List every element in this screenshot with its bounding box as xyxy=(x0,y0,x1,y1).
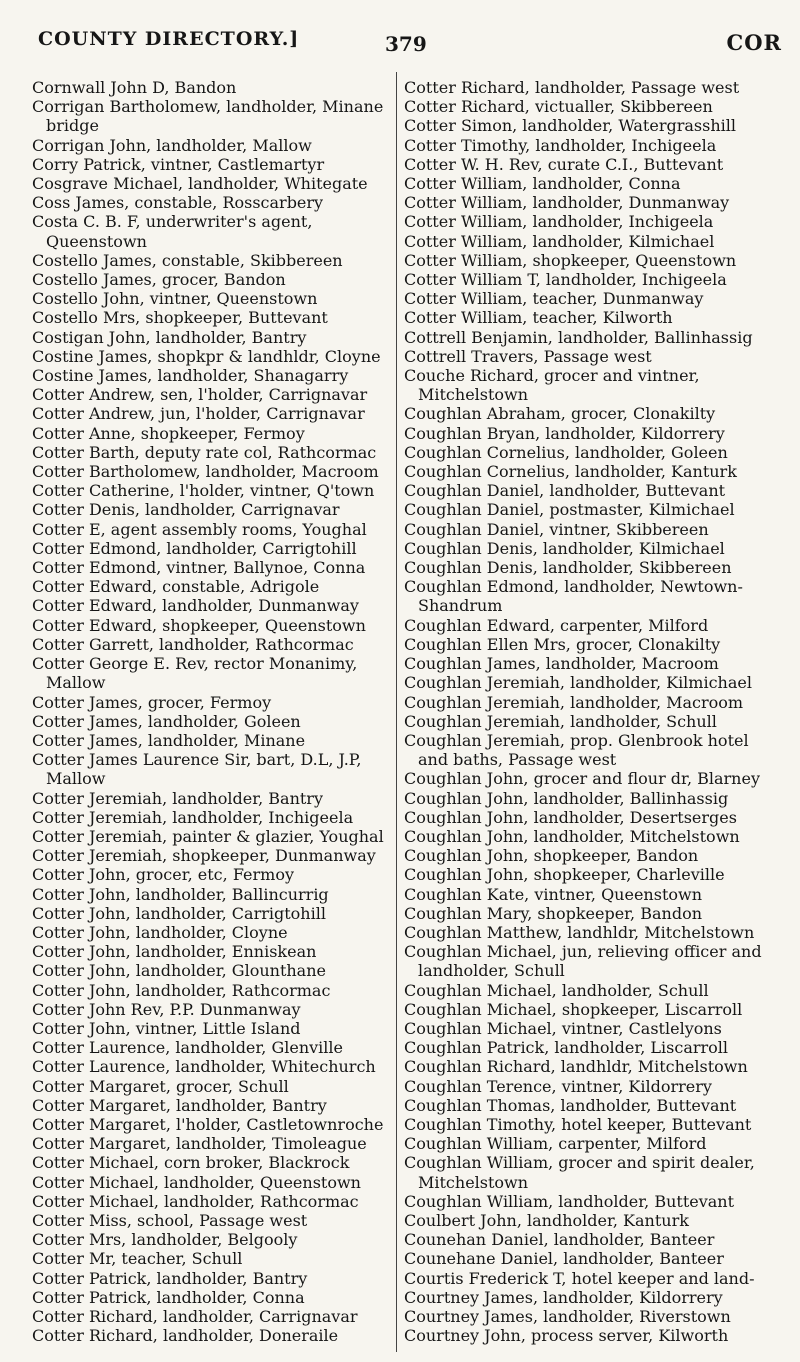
directory-entry: Coughlan Michael, jun, relieving officer and landholder, Schull xyxy=(404,942,762,981)
directory-entry: Costa C. B. F, underwriter's agent, Queenstown xyxy=(32,212,313,251)
directory-entry: Cotter John, grocer, etc, Fermoy xyxy=(32,865,294,885)
directory-entry: Cotter Jeremiah, landholder, Inchigeela xyxy=(32,807,354,827)
directory-entry: Cotter John Rev, P.P. Dunmanway xyxy=(32,999,301,1019)
directory-entry: Cotter Richard, landholder, Passage west xyxy=(404,78,740,97)
directory-entry: Coughlan William, landholder, Buttevant xyxy=(404,1191,735,1211)
directory-entry: Cotter Edward, constable, Adrigole xyxy=(32,577,320,597)
directory-entry: Coughlan Michael, landholder, Schull xyxy=(404,980,709,1000)
directory-entry: Cotter Andrew, sen, l'holder, Carrignavar xyxy=(32,385,368,405)
directory-entry: Coughlan James, landholder, Macroom xyxy=(404,654,719,674)
directory-entry: Courtney John, process server, Kilworth xyxy=(404,1326,729,1346)
directory-entry: Cotter James, landholder, Minane xyxy=(32,730,306,750)
directory-entry: Cotter James Laurence Sir, bart, D.L, J.P, Mallow xyxy=(32,750,362,789)
directory-entry: Cotter John, landholder, Rathcormac xyxy=(32,980,331,1000)
directory-entry: Cotter John, landholder, Cloyne xyxy=(32,922,288,942)
directory-entry: Costello James, grocer, Bandon xyxy=(32,270,286,290)
directory-entry: Coughlan Patrick, landholder, Liscarroll xyxy=(404,1038,729,1058)
directory-entry: Coughlan Bryan, landholder, Kildorrery xyxy=(404,423,725,443)
directory-entry: Cotter William, landholder, Dunmanway xyxy=(404,193,730,213)
directory-entry: Cotter E, agent assembly rooms, Youghal xyxy=(32,519,367,539)
directory-entry: Coughlan Abraham, grocer, Clonakilty xyxy=(404,404,716,424)
directory-entry: Courtis Frederick T, hotel keeper and land- xyxy=(404,1268,755,1288)
directory-entry: Cotter Laurence, landholder, Whitechurch xyxy=(32,1057,376,1077)
directory-entry: Coughlan Kate, vintner, Queenstown xyxy=(404,884,702,904)
directory-entry: Coughlan Michael, shopkeeper, Liscarroll xyxy=(404,999,743,1019)
directory-entry: Coughlan Edmond, landholder, Newtown-Shandrum xyxy=(404,577,743,616)
directory-entry: Coughlan Timothy, hotel keeper, Buttevant xyxy=(404,1114,752,1134)
right-column xyxy=(404,78,776,1345)
directory-entry: Coughlan Jeremiah, prop. Glenbrook hotel and baths, Passage west xyxy=(404,730,749,770)
directory-entry: Cotter William, landholder, Kilmichael xyxy=(404,231,715,251)
directory-entry: Cotter John, landholder, Ballincurrig xyxy=(32,884,329,904)
directory-entry: Coughlan Jeremiah, landholder, Kilmichael xyxy=(404,673,752,693)
directory-entry: Courtney James, landholder, Kildorrery xyxy=(404,1287,723,1307)
directory-entry: Cotter Margaret, landholder, Timoleague xyxy=(32,1134,367,1154)
directory-entry: Cotter Andrew, jun, l'holder, Carrignavar xyxy=(32,404,365,424)
directory-entry: Cotter Miss, school, Passage west xyxy=(32,1210,308,1230)
directory-entry: Cotter Barth, deputy rate col, Rathcormac xyxy=(32,442,377,462)
directory-entry: Cotter Edmond, landholder, Carrigtohill xyxy=(32,538,357,558)
directory-entry: Corrigan Bartholomew, landholder, Minane bridge xyxy=(32,97,384,136)
directory-entry: Cotter James, landholder, Goleen xyxy=(32,711,301,731)
directory-entry: Cotter Mr, teacher, Schull xyxy=(32,1249,243,1269)
directory-entry: Coughlan Ellen Mrs, grocer, Clonakilty xyxy=(404,634,721,654)
directory-entry: Coughlan Cornelius, landholder, Kanturk xyxy=(404,462,737,482)
directory-entry: Cotter George E. Rev, rector Monanimy, Mallow xyxy=(32,654,358,693)
directory-entry: Cotter John, landholder, Enniskean xyxy=(32,942,317,962)
directory-entry: Cotter W. H. Rev, curate C.I., Buttevant xyxy=(404,154,724,174)
directory-entry: Coughlan John, shopkeeper, Charleville xyxy=(404,865,725,885)
directory-entry: Coughlan Daniel, postmaster, Kilmichael xyxy=(404,500,735,520)
directory-entry: Cornwall John D, Bandon xyxy=(32,78,237,97)
directory-entry: Coughlan Mary, shopkeeper, Bandon xyxy=(404,903,703,923)
directory-entry: Coughlan Edward, carpenter, Milford xyxy=(404,615,709,635)
directory-entry: Cotter Mrs, landholder, Belgooly xyxy=(32,1230,298,1250)
directory-entry: Cotter Anne, shopkeeper, Fermoy xyxy=(32,423,305,443)
directory-entry: Coss James, constable, Rosscarbery xyxy=(32,193,324,213)
directory-entry: Cotter Edward, shopkeeper, Queenstown xyxy=(32,615,366,635)
directory-entry: Coughlan Daniel, vintner, Skibbereen xyxy=(404,519,709,539)
left-column xyxy=(32,78,392,1345)
directory-entry: Cotter Patrick, landholder, Bantry xyxy=(32,1268,308,1288)
directory-entry: Coughlan Matthew, landhldr, Mitchelstown xyxy=(404,922,755,942)
directory-entry: Cotter William, landholder, Inchigeela xyxy=(404,212,714,232)
directory-entry: Coulbert John, landholder, Kanturk xyxy=(404,1210,689,1230)
page-number: 379 xyxy=(385,32,427,56)
directory-entry: Cottrell Travers, Passage west xyxy=(404,346,652,366)
directory-entry: Cotter Edward, landholder, Dunmanway xyxy=(32,596,359,616)
directory-entry: Costine James, landholder, Shanagarry xyxy=(32,366,349,386)
directory-entry: Costello Mrs, shopkeeper, Buttevant xyxy=(32,308,328,328)
directory-entry: Corrigan John, landholder, Mallow xyxy=(32,135,312,155)
directory-entry: Cotter Simon, landholder, Watergrasshill xyxy=(404,116,736,136)
directory-entry: Counehane Daniel, landholder, Banteer xyxy=(404,1249,724,1269)
directory-entry: Costello James, constable, Skibbereen xyxy=(32,250,343,270)
directory-entry: Courtney James, landholder, Riverstown xyxy=(404,1307,731,1326)
directory-entry: Coughlan Denis, landholder, Kilmichael xyxy=(404,538,725,558)
directory-entry: Cotter Catherine, l'holder, vintner, Q'town xyxy=(32,481,375,501)
directory-entry: Couche Richard, grocer and vintner, Mitchelstown xyxy=(404,366,700,405)
directory-entry: Cotter James, grocer, Fermoy xyxy=(32,692,272,712)
directory-entry: Cotter John, landholder, Glounthane xyxy=(32,961,326,981)
directory-entry: Cotter William, teacher, Kilworth xyxy=(404,308,673,328)
directory-entry: Cotter Timothy, landholder, Inchigeela xyxy=(404,135,717,155)
directory-entry: Costigan John, landholder, Bantry xyxy=(32,327,307,347)
running-title: COUNTY DIRECTORY.] xyxy=(38,28,300,50)
directory-entry: Coughlan Denis, landholder, Skibbereen xyxy=(404,558,732,578)
directory-entry: Cotter Michael, landholder, Queenstown xyxy=(32,1172,361,1192)
directory-entry: Coughlan Michael, vintner, Castlelyons xyxy=(404,1018,722,1038)
directory-entry: Cotter William, landholder, Conna xyxy=(404,174,681,194)
directory-entry: Cotter Jeremiah, painter & glazier, Youghal xyxy=(32,826,384,846)
directory-entry: Coughlan Jeremiah, landholder, Schull xyxy=(404,711,717,731)
directory-entry: Coughlan William, carpenter, Milford xyxy=(404,1134,707,1154)
directory-entry: Cotter William, teacher, Dunmanway xyxy=(404,289,704,309)
directory-entry: Coughlan Richard, landhldr, Mitchelstown xyxy=(404,1057,748,1077)
directory-entry: Costello John, vintner, Queenstown xyxy=(32,289,318,309)
directory-entry: Cotter Jeremiah, landholder, Bantry xyxy=(32,788,323,808)
directory-entry: Coughlan Daniel, landholder, Buttevant xyxy=(404,481,726,501)
directory-entry: Coughlan Thomas, landholder, Buttevant xyxy=(404,1095,737,1115)
directory-entry: Cotter Richard, victualler, Skibbereen xyxy=(404,97,713,117)
directory-entry: Cotter Bartholomew, landholder, Macroom xyxy=(32,462,379,482)
directory-entry: Cotter Margaret, landholder, Bantry xyxy=(32,1095,327,1115)
directory-entry: Coughlan John, landholder, Ballinhassig xyxy=(404,788,729,808)
section-abbrev: COR xyxy=(726,30,782,55)
directory-entry: Corry Patrick, vintner, Castlemartyr xyxy=(32,154,325,174)
directory-entry: Costine James, shopkpr & landhldr, Cloyne xyxy=(32,346,381,366)
column-divider xyxy=(396,72,397,1352)
directory-entry: Coughlan Jeremiah, landholder, Macroom xyxy=(404,692,744,712)
directory-entry: Coughlan William, grocer and spirit dealer, Mitchelstown xyxy=(404,1153,755,1192)
directory-entry: Coughlan John, shopkeeper, Bandon xyxy=(404,846,699,866)
directory-entry: Cotter Margaret, grocer, Schull xyxy=(32,1076,289,1096)
directory-entry: Cotter Richard, landholder, Doneraile xyxy=(32,1326,339,1346)
directory-entry: Cotter Michael, landholder, Rathcormac xyxy=(32,1191,359,1211)
directory-entry: Cotter Garrett, landholder, Rathcormac xyxy=(32,634,354,654)
directory-entry: Cotter Michael, corn broker, Blackrock xyxy=(32,1153,350,1173)
directory-entry: Cotter William T, landholder, Inchigeela xyxy=(404,270,727,290)
directory-entry: Cottrell Benjamin, landholder, Ballinhassig xyxy=(404,327,753,347)
directory-entry: Cotter Margaret, l'holder, Castletownroche xyxy=(32,1114,384,1134)
directory-entry: Cotter Laurence, landholder, Glenville xyxy=(32,1038,343,1058)
directory-entry: Coughlan Terence, vintner, Kildorrery xyxy=(404,1076,712,1096)
directory-entry: Cosgrave Michael, landholder, Whitegate xyxy=(32,174,368,194)
directory-entry: Cotter Denis, landholder, Carrignavar xyxy=(32,500,340,520)
directory-entry: Cotter Edmond, vintner, Ballynoe, Conna xyxy=(32,558,366,578)
directory-entry: Counehan Daniel, landholder, Banteer xyxy=(404,1230,715,1250)
directory-entry: Cotter John, vintner, Little Island xyxy=(32,1018,301,1038)
directory-entry: Cotter William, shopkeeper, Queenstown xyxy=(404,250,737,270)
directory-entry: Coughlan John, grocer and flour dr, Blarney xyxy=(404,769,760,789)
directory-entry: Cotter Patrick, landholder, Conna xyxy=(32,1287,305,1307)
directory-entry: Cotter John, landholder, Carrigtohill xyxy=(32,903,326,923)
directory-entry: Coughlan John, landholder, Desertserges xyxy=(404,807,737,827)
directory-entry: Coughlan Cornelius, landholder, Goleen xyxy=(404,442,728,462)
directory-entry: Cotter Richard, landholder, Carrignavar xyxy=(32,1307,358,1326)
page-header xyxy=(0,28,800,64)
directory-entry: Cotter Jeremiah, shopkeeper, Dunmanway xyxy=(32,846,376,866)
directory-entry: Coughlan John, landholder, Mitchelstown xyxy=(404,826,740,846)
